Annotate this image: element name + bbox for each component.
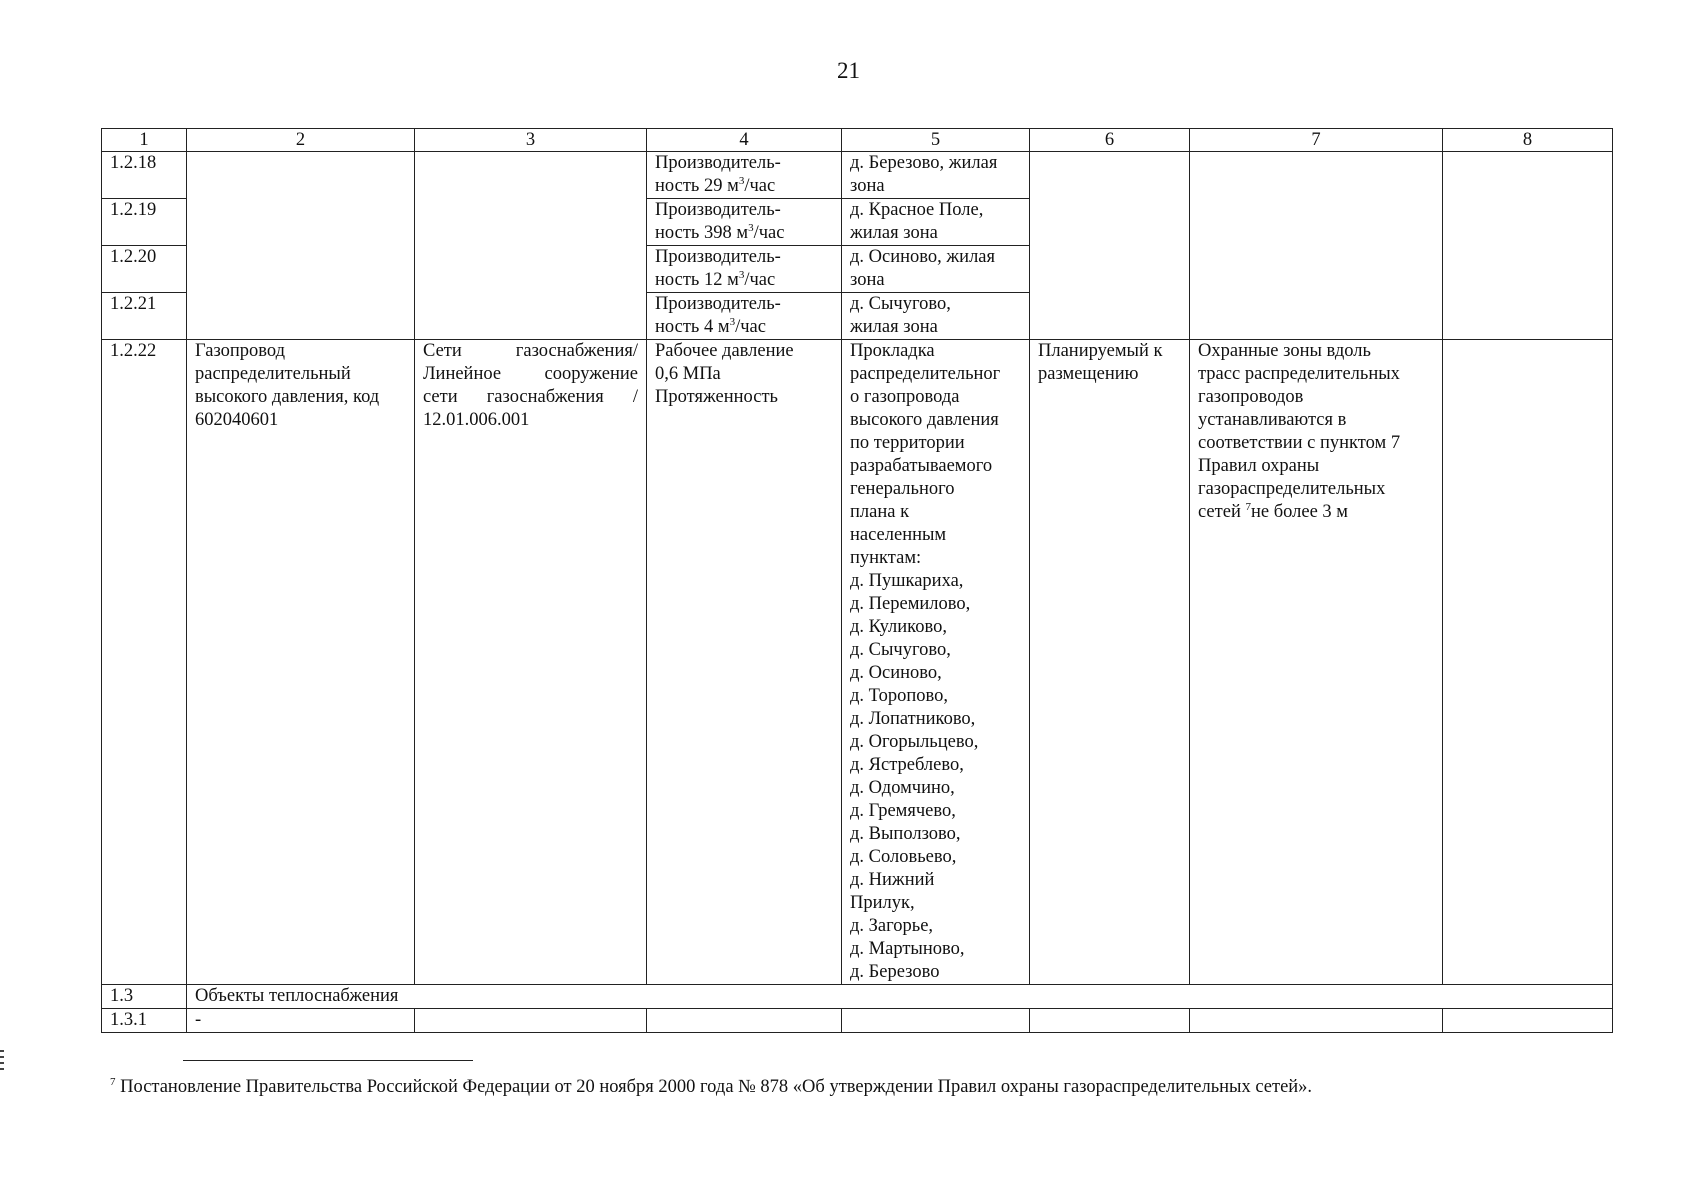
cell-line: распределительный xyxy=(195,364,351,384)
cell-line: разрабатываемого xyxy=(850,456,993,476)
cell-line: Линейное сооружение xyxy=(423,364,638,384)
capacity-unit-exponent: 3 xyxy=(738,268,745,281)
scan-margin-marks xyxy=(0,1050,4,1074)
location-cell xyxy=(842,340,1030,985)
location-line: д. Осиново, жилая xyxy=(850,247,996,267)
section-number: 1.3 xyxy=(102,985,187,1009)
capacity-cell xyxy=(647,152,842,199)
location-line: зона xyxy=(850,176,885,196)
footnote xyxy=(110,1077,1312,1098)
footnote-text: Постановление Правительства Российской Федерации от 20 ноября 2000 года № 878 «Об утверждении Правил охраны газораспределительных сетей». xyxy=(115,1077,1313,1097)
objects-table xyxy=(101,128,1613,1033)
cell-line: газораспределительных xyxy=(1198,479,1386,499)
cell-line: д. Ястреблево, xyxy=(850,755,964,775)
capacity-unit-exponent: 3 xyxy=(738,174,745,187)
cell-line: д. Сычугово, xyxy=(850,640,951,660)
empty-cell xyxy=(1443,1009,1613,1033)
cell-line: д. Гремячево, xyxy=(850,801,956,821)
location-line: д. Красное Поле, xyxy=(850,200,984,220)
row-number: 1.2.20 xyxy=(102,246,187,293)
row-number: 1.2.18 xyxy=(102,152,187,199)
empty-cell xyxy=(415,152,647,340)
protection-zone-last-pre: сетей xyxy=(1198,502,1246,522)
empty-cell xyxy=(1443,152,1613,340)
object-name-cell xyxy=(187,340,415,985)
cell-line: размещению xyxy=(1038,364,1139,384)
location-cell xyxy=(842,246,1030,293)
cell-line: Правил охраны xyxy=(1198,456,1320,476)
cell-line: плана к xyxy=(850,502,910,522)
column-header-5: 5 xyxy=(842,129,1030,152)
capacity-label: Производитель- xyxy=(655,294,781,314)
object-type-cell xyxy=(415,340,647,985)
section-row-1-3 xyxy=(102,985,1613,1009)
cell-line: 0,6 МПа xyxy=(655,364,721,384)
cell-line: высокого давления, код xyxy=(195,387,380,407)
empty-cell xyxy=(842,1009,1030,1033)
capacity-cell xyxy=(647,246,842,293)
cell-line: Рабочее давление xyxy=(655,341,794,361)
cell-line: Планируемый к xyxy=(1038,341,1163,361)
table-header-row xyxy=(102,129,1613,152)
location-line: жилая зона xyxy=(850,223,938,243)
cell-line: 12.01.006.001 xyxy=(423,410,530,430)
cell-line: Протяженность xyxy=(655,387,778,407)
cell-line: д. Выползово, xyxy=(850,824,961,844)
location-line: зона xyxy=(850,270,885,290)
capacity-value: ность 29 м xyxy=(655,176,739,196)
cell-line: д. Лопатниково, xyxy=(850,709,976,729)
column-header-1: 1 xyxy=(102,129,187,152)
cell-line: д. Соловьево, xyxy=(850,847,957,867)
cell-line: по территории xyxy=(850,433,965,453)
cell-line: д. Пушкариха, xyxy=(850,571,964,591)
row-number: 1.2.19 xyxy=(102,199,187,246)
capacity-label: Производитель- xyxy=(655,200,781,220)
table-row-1-2-22 xyxy=(102,340,1613,985)
footnote-ref-7: 7 xyxy=(1245,500,1251,513)
cell-line: д. Огорыльцево, xyxy=(850,732,979,752)
cell-line: д. Куликово, xyxy=(850,617,947,637)
cell-line: Прилук, xyxy=(850,893,915,913)
column-header-2: 2 xyxy=(187,129,415,152)
table-row-1-3-1 xyxy=(102,1009,1613,1033)
cell-line: сети газоснабжения / xyxy=(423,387,638,407)
cell-line: д. Березово xyxy=(850,962,940,982)
cell-line: Сети газоснабжения/ xyxy=(423,341,638,361)
empty-cell xyxy=(415,1009,647,1033)
page-number: 21 xyxy=(837,58,860,83)
cell-line: д. Торопово, xyxy=(850,686,948,706)
cell-line: д. Одомчино, xyxy=(850,778,955,798)
capacity-label: Производитель- xyxy=(655,153,781,173)
table-row xyxy=(102,152,1613,199)
empty-cell xyxy=(1030,152,1190,340)
footnote-divider xyxy=(183,1060,473,1061)
empty-cell xyxy=(1190,1009,1443,1033)
cell-line: соответствии с пунктом 7 xyxy=(1198,433,1401,453)
location-cell xyxy=(842,199,1030,246)
cell-line: трасс распределительных xyxy=(1198,364,1400,384)
capacity-unit: /час xyxy=(735,317,766,337)
capacity-unit: /час xyxy=(744,270,776,290)
location-cell xyxy=(842,293,1030,340)
cell-line: населенным xyxy=(850,525,947,545)
column-header-3: 3 xyxy=(415,129,647,152)
empty-cell xyxy=(187,152,415,340)
column-header-7: 7 xyxy=(1190,129,1443,152)
location-cell xyxy=(842,152,1030,199)
row-number: 1.2.21 xyxy=(102,293,187,340)
capacity-label: Производитель- xyxy=(655,247,781,267)
cell-line: высокого давления xyxy=(850,410,999,430)
capacity-value: ность 4 м xyxy=(655,317,730,337)
cell-line: Прокладка xyxy=(850,341,935,361)
capacity-value: ность 398 м xyxy=(655,223,749,243)
section-title: Объекты теплоснабжения xyxy=(187,985,1613,1009)
capacity-unit-exponent: 3 xyxy=(748,221,754,234)
capacity-cell xyxy=(647,199,842,246)
cell-line: генерального xyxy=(850,479,955,499)
status-cell xyxy=(1030,340,1190,985)
empty-cell xyxy=(1443,340,1613,985)
cell-line: о газопровода xyxy=(850,387,960,407)
capacity-unit-exponent: 3 xyxy=(729,315,736,328)
cell-line: устанавливаются в xyxy=(1198,410,1347,430)
empty-cell xyxy=(1190,152,1443,340)
protection-zone-last-post: не более 3 м xyxy=(1250,502,1349,522)
cell-line: д. Перемилово, xyxy=(850,594,971,614)
cell-line: д. Загорье, xyxy=(850,916,934,936)
row-number: 1.3.1 xyxy=(102,1009,187,1033)
empty-cell xyxy=(1030,1009,1190,1033)
capacity-unit: /час xyxy=(744,176,776,196)
location-line: д. Сычугово, xyxy=(850,294,951,314)
cell-line: пунктам: xyxy=(850,548,922,568)
footnote-marker: 7 xyxy=(110,1075,116,1088)
cell-line: Газопровод xyxy=(195,341,286,361)
cell-line: д. Осиново, xyxy=(850,663,942,683)
column-header-8: 8 xyxy=(1443,129,1613,152)
row-number: 1.2.22 xyxy=(102,340,187,985)
location-line: д. Березово, жилая xyxy=(850,153,998,173)
cell-line: Охранные зоны вдоль xyxy=(1198,341,1371,361)
column-header-4: 4 xyxy=(647,129,842,152)
cell-line: газопроводов xyxy=(1198,387,1304,407)
empty-cell xyxy=(647,1009,842,1033)
cell-line: д. Нижний xyxy=(850,870,935,890)
protection-zone-cell xyxy=(1190,340,1443,985)
object-name-cell: - xyxy=(187,1009,415,1033)
cell-line: д. Мартыново, xyxy=(850,939,965,959)
location-line: жилая зона xyxy=(850,317,938,337)
column-header-6: 6 xyxy=(1030,129,1190,152)
capacity-unit: /час xyxy=(753,223,785,243)
capacity-cell xyxy=(647,293,842,340)
cell-line: распределительног xyxy=(850,364,1001,384)
capacity-value: ность 12 м xyxy=(655,270,739,290)
characteristics-cell xyxy=(647,340,842,985)
cell-line: 602040601 xyxy=(195,410,279,430)
